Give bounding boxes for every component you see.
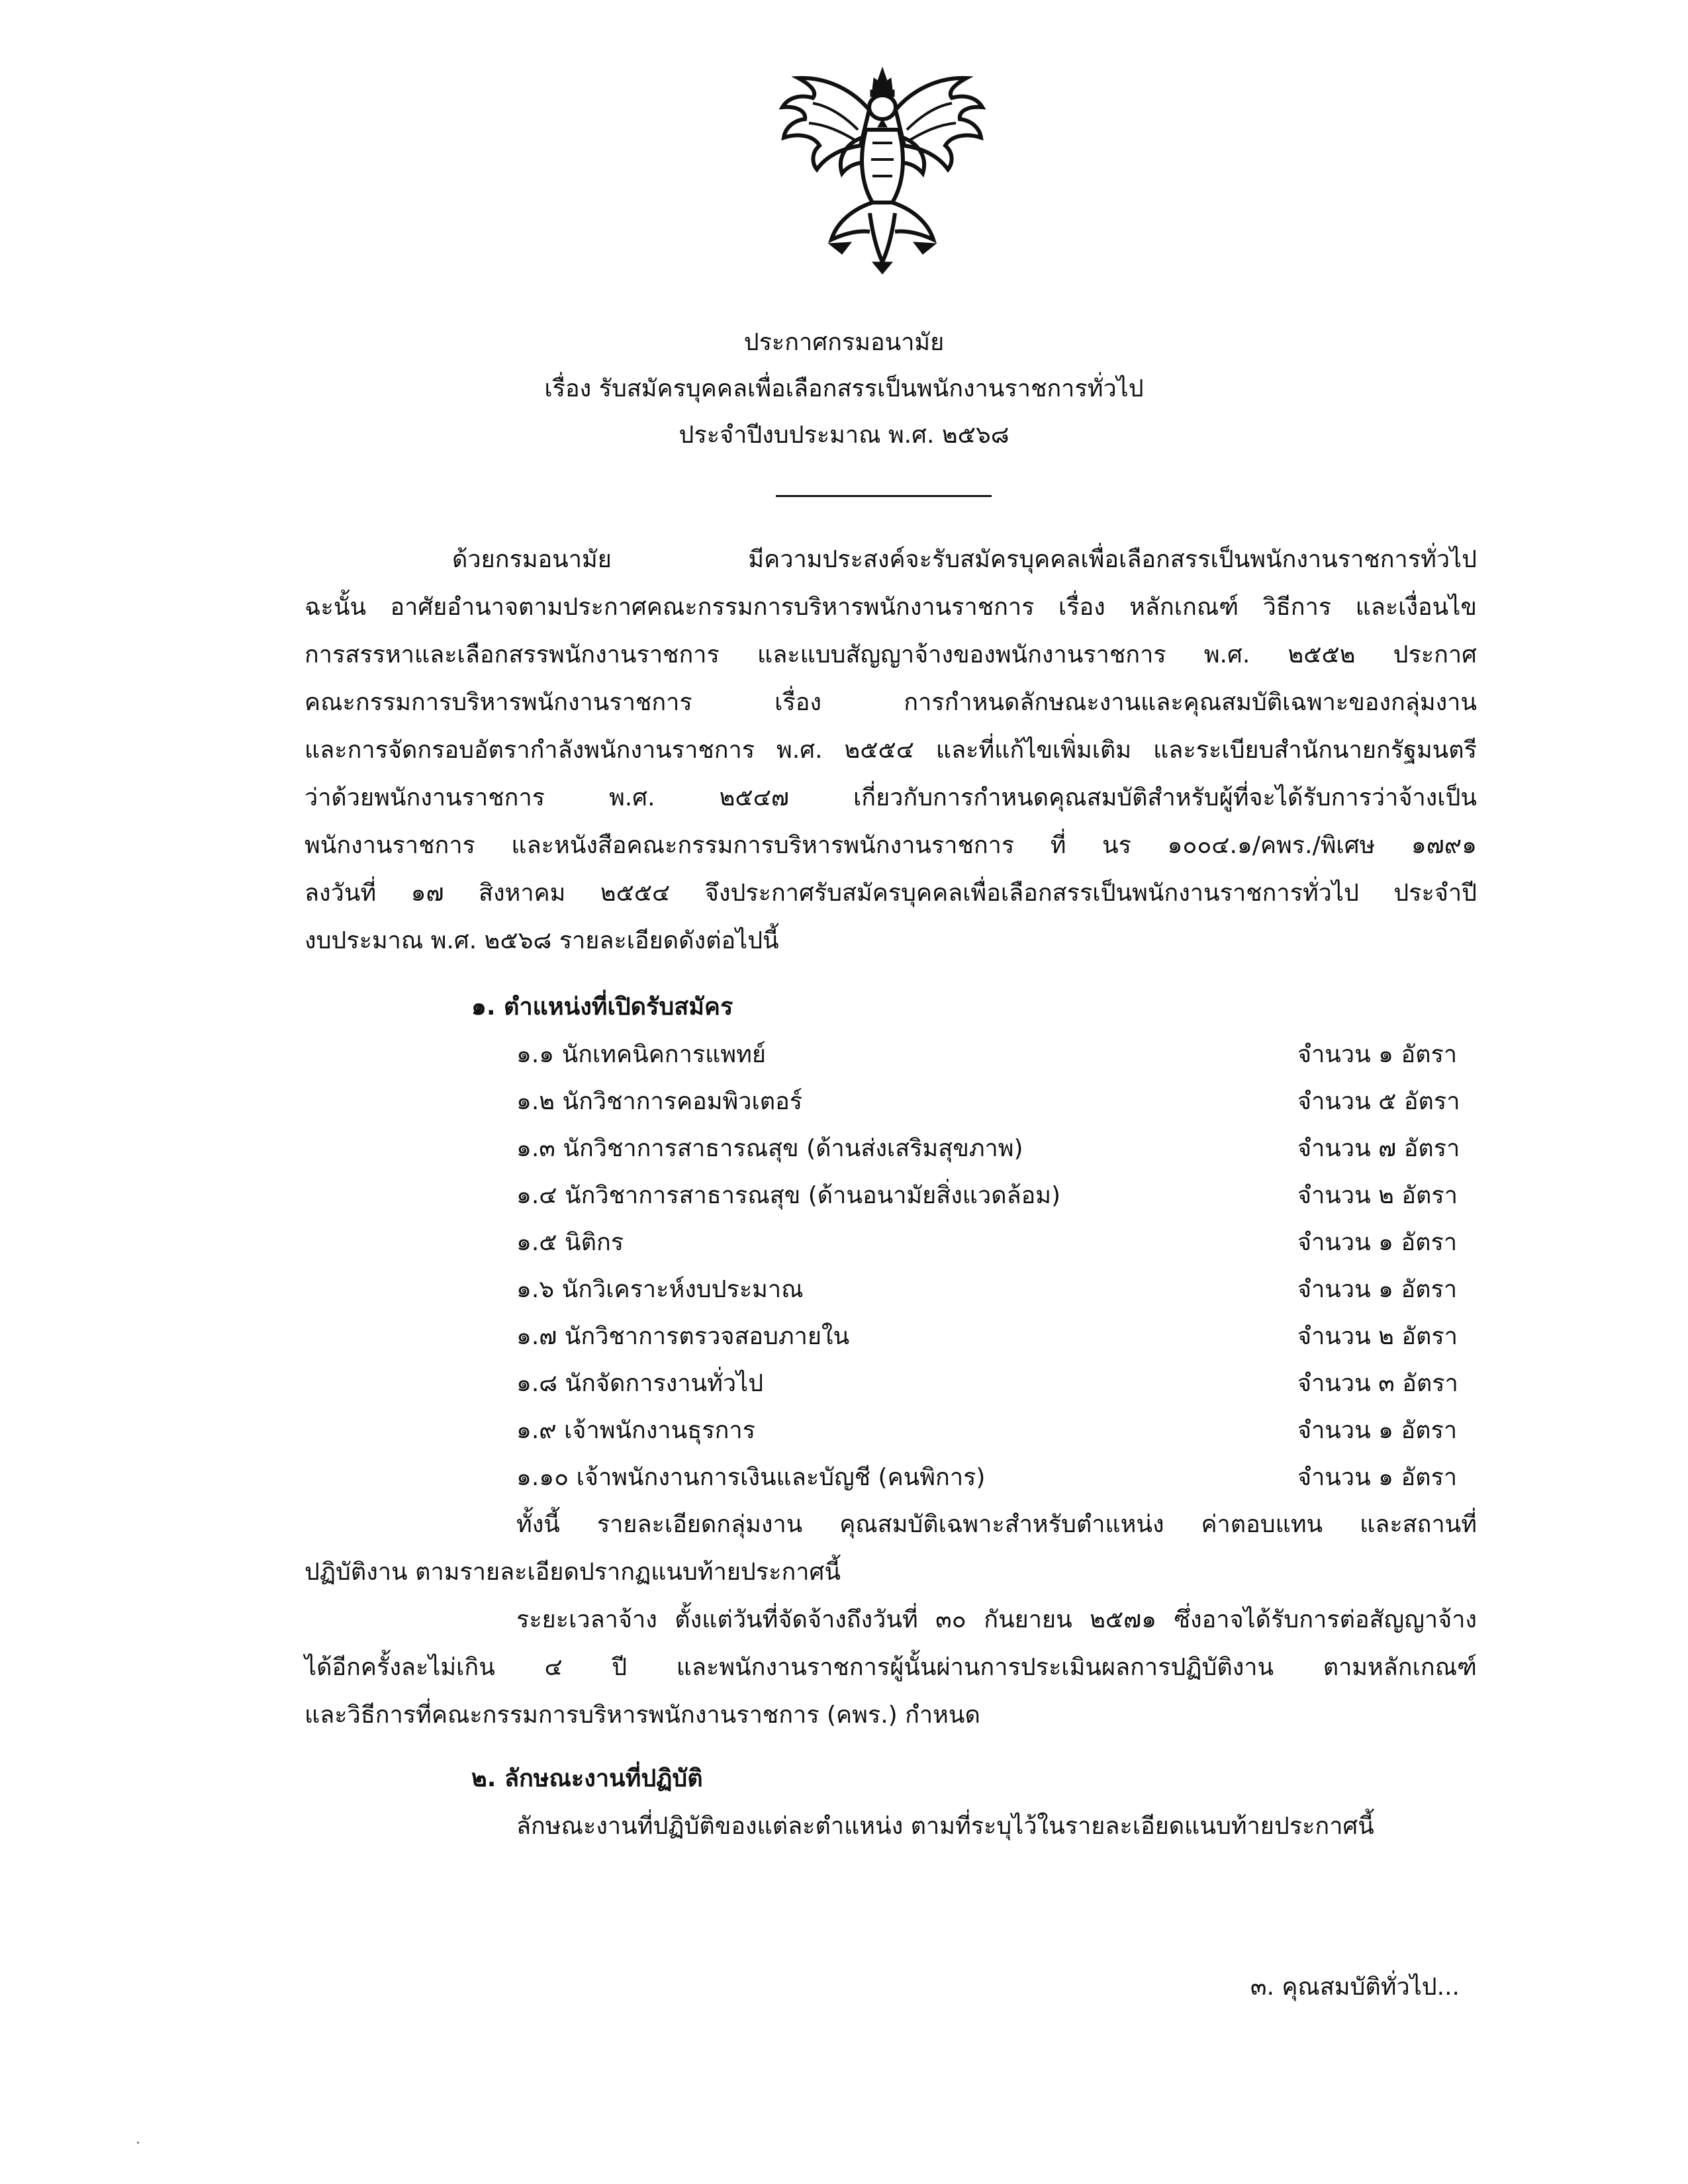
position-name: ๑.๓ นักวิชาการสาธารณสุข (ด้านส่งเสริมสุขภาพ)	[516, 1135, 1023, 1162]
intro-line: การสรรหาและเลือกสรรพนักงานราชการ และแบบสัญญาจ้างของพนักงานราชการ พ.ศ. ๒๕๕๒ ประกาศ	[305, 641, 1477, 668]
position-count: จำนวน ๒ อัตรา	[1297, 1323, 1458, 1350]
intro-line: พนักงานราชการ และหนังสือคณะกรรมการบริหารพนักงานราชการ ที่ นร ๑๐๐๔.๑/คพร./พิเศษ ๑๗๙๑	[305, 832, 1477, 859]
next-page-reference: ๓. คุณสมบัติทั่วไป...	[1250, 1974, 1460, 2001]
period-line: ได้อีกครั้งละไม่เกิน ๔ ปี และพนักงานราชการผู้นั้นผ่านการประเมินผลการปฏิบัติงาน ตามหลักเกณฑ์	[305, 1654, 1477, 1681]
section-1-heading: ๑. ตำแหน่งที่เปิดรับสมัคร	[471, 993, 733, 1021]
section-2-heading: ๒. ลักษณะงานที่ปฏิบัติ	[471, 1765, 703, 1792]
position-name: ๑.๖ นักวิเคราะห์งบประมาณ	[516, 1276, 804, 1303]
position-count: จำนวน ๑ อัตรา	[1297, 1229, 1458, 1256]
position-count: จำนวน ๓ อัตรา	[1297, 1370, 1458, 1397]
position-count: จำนวน ๗ อัตรา	[1297, 1135, 1460, 1162]
announcement-title: ประกาศกรมอนามัย	[743, 329, 945, 356]
scan-mark	[137, 2142, 139, 2144]
note-line: ปฏิบัติงาน ตามรายละเอียดปรากฏแนบท้ายประกาศนี้	[305, 1559, 841, 1586]
position-name: ๑.๘ นักจัดการงานทั่วไป	[516, 1370, 764, 1397]
intro-line: และการจัดกรอบอัตรากำลังพนักงานราชการ พ.ศ. ๒๕๕๔ และที่แก้ไขเพิ่มเติม และระเบียบสำนักนายกรัฐมนตรี	[305, 737, 1477, 764]
position-name: ๑.๙ เจ้าพนักงานธุรการ	[516, 1417, 755, 1444]
announcement-subject: เรื่อง รับสมัครบุคคลเพื่อเลือกสรรเป็นพนักงานราชการทั่วไป	[544, 375, 1144, 402]
position-count: จำนวน ๑ อัตรา	[1297, 1417, 1458, 1444]
intro-line: ฉะนั้น อาศัยอำนาจตามประกาศคณะกรรมการบริหารพนักงานราชการ เรื่อง หลักเกณฑ์ วิธีการ และเงื่อนไข	[305, 594, 1477, 621]
position-name: ๑.๕ นิติกร	[516, 1229, 624, 1256]
section-2-text: ลักษณะงานที่ปฏิบัติของแต่ละตำแหน่ง ตามที่ระบุไว้ในรายละเอียดแนบท้ายประกาศนี้	[516, 1813, 1374, 1840]
period-line: ระยะเวลาจ้าง ตั้งแต่วันที่จัดจ้างถึงวันที่ ๓๐ กันยายน ๒๕๗๑ ซึ่งอาจได้รับการต่อสัญญาจ้าง	[516, 1606, 1477, 1633]
title-divider	[776, 495, 992, 497]
position-count: จำนวน ๑ อัตรา	[1297, 1464, 1458, 1491]
position-count: จำนวน ๑ อัตรา	[1297, 1041, 1458, 1068]
garuda-emblem-icon	[773, 64, 992, 275]
position-name: ๑.๗ นักวิชาการตรวจสอบภายใน	[516, 1323, 850, 1350]
position-name: ๑.๔ นักวิชาการสาธารณสุข (ด้านอนามัยสิ่งแวดล้อม)	[516, 1182, 1061, 1209]
note-line: ทั้งนี้ รายละเอียดกลุ่มงาน คุณสมบัติเฉพาะสำหรับตำแหน่ง ค่าตอบแทน และสถานที่	[516, 1511, 1477, 1538]
intro-line: ว่าด้วยพนักงานราชการ พ.ศ. ๒๕๔๗ เกี่ยวกับการกำหนดคุณสมบัติสำหรับผู้ที่จะได้รับการว่าจ้างเป็น	[305, 784, 1477, 811]
position-name: ๑.๑๐ เจ้าพนักงานการเงินและบัญชี (คนพิการ)	[516, 1464, 986, 1491]
position-count: จำนวน ๑ อัตรา	[1297, 1276, 1458, 1303]
position-count: จำนวน ๒ อัตรา	[1297, 1182, 1458, 1209]
intro-line: งบประมาณ พ.ศ. ๒๕๖๘ รายละเอียดดังต่อไปนี้	[305, 927, 779, 954]
period-line: และวิธีการที่คณะกรรมการบริหารพนักงานราชการ (คพร.) กำหนด	[305, 1702, 980, 1729]
intro-line: ลงวันที่ ๑๗ สิงหาคม ๒๕๕๔ จึงประกาศรับสมัครบุคคลเพื่อเลือกสรรเป็นพนักงานราชการทั่วไป ประจำปี	[305, 880, 1477, 907]
position-count: จำนวน ๕ อัตรา	[1297, 1088, 1460, 1115]
intro-line: คณะกรรมการบริหารพนักงานราชการ เรื่อง การกำหนดลักษณะงานและคุณสมบัติเฉพาะของกลุ่มงาน	[305, 689, 1477, 716]
announcement-fiscal-year: ประจำปีงบประมาณ พ.ศ. ๒๕๖๘	[679, 422, 1009, 449]
position-name: ๑.๒ นักวิชาการคอมพิวเตอร์	[516, 1088, 803, 1115]
position-name: ๑.๑ นักเทคนิคการแพทย์	[516, 1041, 766, 1068]
intro-line: ด้วยกรมอนามัย มีความประสงค์จะรับสมัครบุคคลเพื่อเลือกสรรเป็นพนักงานราชการทั่วไป	[452, 546, 1477, 573]
